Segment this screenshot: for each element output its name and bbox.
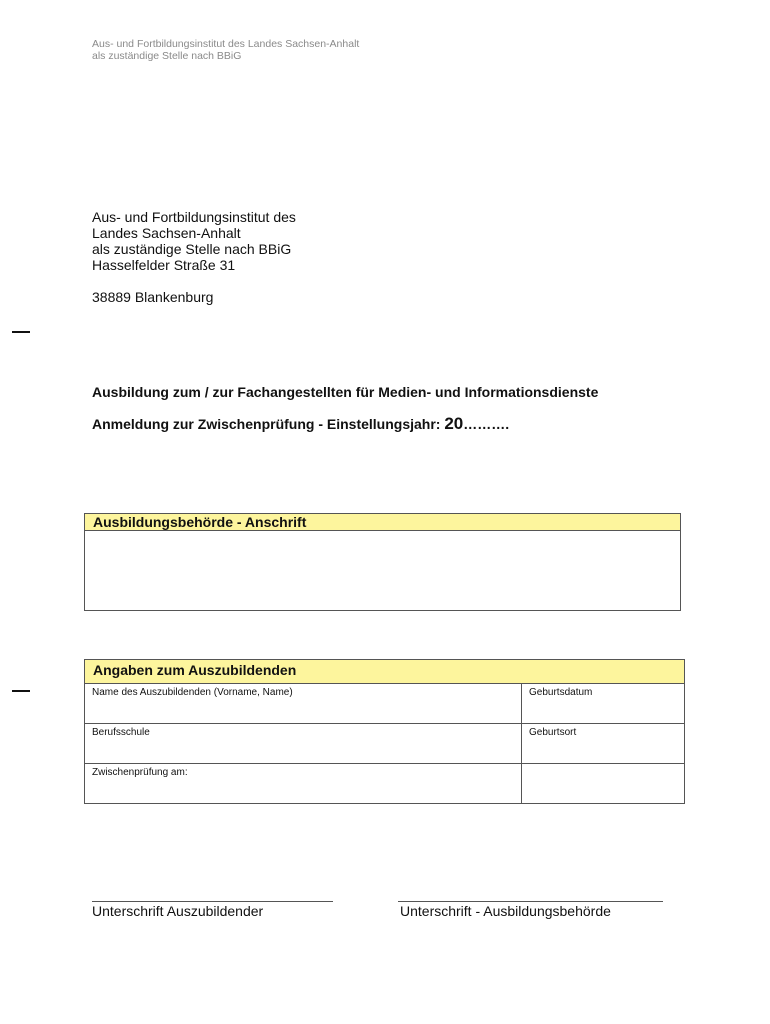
- birthplace-label: Geburtsort: [529, 727, 577, 738]
- subheading-text: Anmeldung zur Zwischenprüfung - Einstellungsjahr:: [92, 416, 445, 432]
- vocational-school-label: Berufsschule: [92, 727, 150, 738]
- birthdate-label: Geburtsdatum: [529, 687, 593, 698]
- fold-mark-bottom: [12, 690, 30, 692]
- signature-line-authority[interactable]: [398, 901, 663, 902]
- authority-box-header: Ausbildungsbehörde - Anschrift: [85, 514, 680, 531]
- signature-line-trainee[interactable]: [92, 901, 333, 902]
- address-line-3: als zuständige Stelle nach BBiG: [92, 241, 292, 257]
- year-field[interactable]: ……….: [463, 416, 510, 432]
- signature-label-trainee: Unterschrift Auszubildender: [92, 903, 264, 919]
- form-heading: Ausbildung zum / zur Fachangestellten für Medien- und Informationsdienste: [92, 384, 599, 400]
- trainee-name-field[interactable]: [85, 684, 522, 724]
- trainee-box-header: Angaben zum Auszubildenden: [85, 660, 684, 684]
- birthdate-field[interactable]: [522, 684, 684, 724]
- authority-address-field[interactable]: [85, 531, 680, 610]
- address-line-4: Hasselfelder Straße 31: [92, 257, 236, 273]
- address-line-5: 38889 Blankenburg: [92, 289, 214, 305]
- exam-date-label: Zwischenprüfung am:: [92, 767, 188, 778]
- form-subheading: [92, 414, 509, 434]
- trainee-box: [84, 659, 685, 804]
- empty-field[interactable]: [522, 764, 684, 803]
- birthplace-field[interactable]: [522, 724, 684, 764]
- sender-line: [92, 38, 359, 62]
- trainee-name-label: Name des Auszubildenden (Vorname, Name): [92, 687, 293, 698]
- recipient-address: [92, 209, 296, 305]
- vocational-school-field[interactable]: [85, 724, 522, 764]
- fold-mark-top: [12, 331, 30, 333]
- sender-line-2: als zuständige Stelle nach BBiG: [92, 50, 242, 62]
- signature-label-authority: Unterschrift - Ausbildungsbehörde: [400, 903, 611, 919]
- exam-date-field[interactable]: [85, 764, 522, 803]
- address-line-2: Landes Sachsen-Anhalt: [92, 225, 241, 241]
- authority-box: [84, 513, 681, 611]
- year-prefix: 20: [444, 414, 464, 433]
- address-spacer: [92, 273, 296, 289]
- trainee-grid: [85, 684, 684, 803]
- address-line-1: Aus- und Fortbildungsinstitut des: [92, 209, 296, 225]
- sender-line-1: Aus- und Fortbildungsinstitut des Landes Sachsen-Anhalt: [92, 38, 360, 50]
